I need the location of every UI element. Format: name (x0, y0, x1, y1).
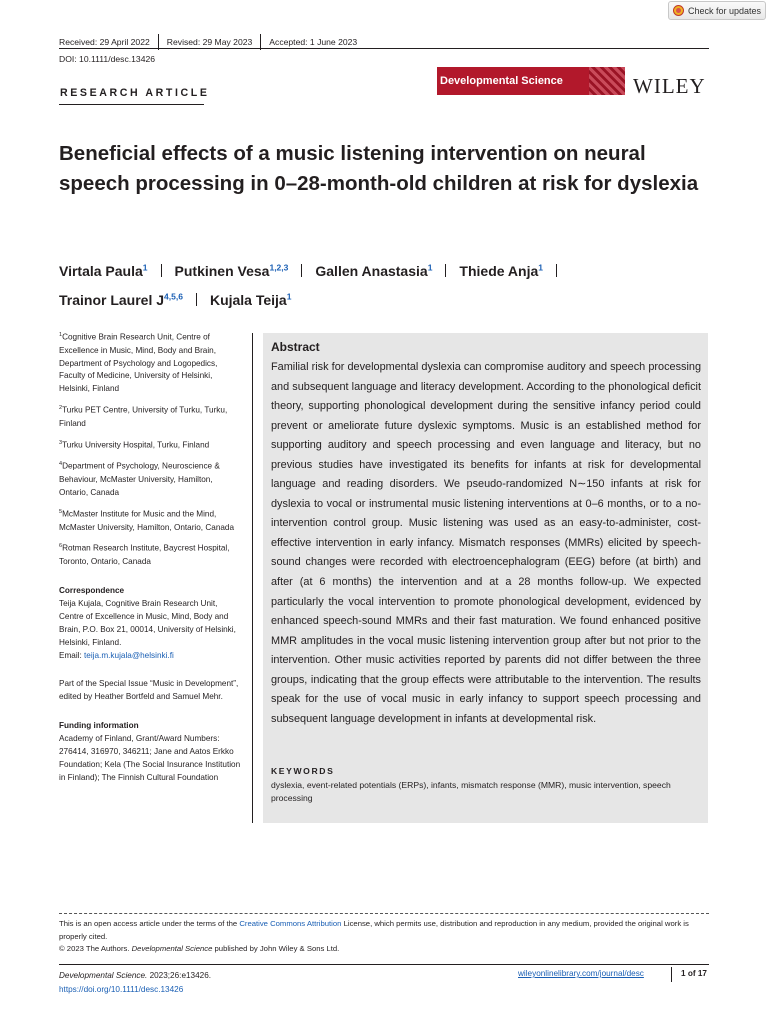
author[interactable]: Thiede Anja$^1$ (459, 262, 543, 279)
keywords-text: dyslexia, event-related potentials (ERPs), infants, mismatch response (MMR), music intervention, speech processing (271, 780, 671, 803)
author[interactable]: Trainor Laurel J$^{4,5,6}$ (59, 291, 183, 309)
doi: DOI: 10.1111/desc.13426 (59, 54, 156, 64)
page-number: 1 of 17 (681, 969, 707, 978)
footer-rule (59, 964, 709, 965)
divider (556, 264, 557, 277)
divider (301, 264, 302, 277)
affiliation: $^3$Turku University Hospital, Turku, Finland (59, 439, 210, 450)
author[interactable]: Virtala Paula$^1$ (59, 262, 148, 279)
doi-link[interactable]: https://doi.org/10.1111/desc.13426 (59, 985, 184, 994)
received-date: Received: 29 April 2022 (59, 37, 150, 47)
revised-date: Revised: 29 May 2023 (166, 37, 253, 47)
banner-ornament (589, 67, 625, 95)
funding-info (59, 720, 241, 785)
correspondence-heading: Correspondence (59, 586, 125, 595)
header-rule (59, 48, 709, 49)
journal-name: Developmental Science (440, 75, 563, 87)
divider (671, 967, 672, 982)
affiliation: $^6$Rotman Research Institute, Baycrest Hospital, Toronto, Ontario, Canada (59, 543, 230, 567)
abstract-heading: Abstract (271, 340, 320, 354)
correspondence: Correspondence Teija Kujala, Cognitive Brain Research Unit, Centre of Excellence in Music, Mind, Body and Brain, P.O. Box 21, 00014, University of Helsinki, Helsinki, Finland. Email: teija.m.kujala@helsinki.fi (59, 586, 236, 660)
affiliation: $^5$McMaster Institute for Music and the Mind, McMaster University, Hamilton, Ontario, Canada (59, 508, 235, 532)
divider (161, 264, 162, 277)
accepted-date: Accepted: 1 June 2023 (269, 37, 358, 47)
sidebar-info (59, 329, 241, 791)
article-type: RESEARCH ARTICLE (60, 87, 210, 99)
journal-banner (437, 67, 625, 95)
affiliation: $^1$Cognitive Brain Research Unit, Centre of Excellence in Music, Mind, Body and Brain, Department of Psychology and Logopedics, Faculty of Medicine, University of Helsinki, Helsinki, Finland (59, 332, 218, 394)
column-divider (252, 333, 253, 823)
divider (196, 293, 197, 306)
publisher-logo: WILEY (633, 74, 706, 98)
author[interactable]: Putkinen Vesa$^{1,2,3}$ (174, 262, 289, 279)
affiliation: $^4$Department of Psychology, Neuroscience & Behaviour, McMaster University, Hamilton, Ontario, Canada (59, 461, 220, 497)
check-for-updates-label: Check for updates (688, 5, 762, 16)
cc-license-link[interactable]: Creative Commons Attribution (239, 919, 342, 928)
divider (445, 264, 446, 277)
license-rule (59, 913, 709, 914)
affiliation: $^2$Turku PET Centre, University of Turku, Turku, Finland (59, 405, 228, 428)
author-list (59, 254, 709, 313)
author[interactable]: Kujala Teija$^1$ (209, 291, 292, 309)
check-for-updates-button[interactable] (668, 1, 766, 20)
article-type-rule (59, 104, 204, 105)
funding-text: Academy of Finland, Grant/Award Numbers: 276414, 316970, 346211; Jane and Aatos Erkko Foundation; Kela (The Social Insurance Institution in Finland); The Finnish Cultural Foundation (59, 734, 241, 782)
email-link[interactable]: teija.m.kujala@helsinki.fi (84, 650, 174, 660)
funding-heading: Funding information (59, 721, 139, 731)
keywords-heading: KEYWORDS (271, 766, 335, 776)
correspondence-text: Teija Kujala, Cognitive Brain Research Unit, Centre of Excellence in Music, Mind, Body and Brain, P.O. Box 21, 00014, University of Helsinki, Helsinki, Finland. (59, 598, 236, 647)
citation: Developmental Science. 2023;26:e13426. https://doi.org/10.1111/desc.13426 (59, 971, 212, 994)
article-title: Beneficial effects of a music listening intervention on neural speech processing in 0–28-month-old children at risk for dyslexia (59, 142, 699, 195)
author[interactable]: Gallen Anastasia$^1$ (315, 262, 433, 279)
abstract-text: Familial risk for developmental dyslexia can compromise auditory and speech processing and subsequent language and literacy development. According to the phonological deficit theory, supporting phonological development during the sensitive infancy period could prevent or ameliorate future dyslexic symptoms. Music is an established method for supporting auditory and speech processing and even language and literacy, but no previous studies have investigated its benefits for infants at risk for developmental language and reading disorders. We pseudo-randomized N∼150 infants at risk for dyslexia to vocal or instrumental music listening interventions at 0–6 months, or to a no-intervention control group. Music listening was used as an easy-to-administer, cost-effective intervention in early infancy. Mismatch responses (MMRs) elicited by speech-sound changes were recorded with electroencephalogram (EEG) before (at birth) and after (at 6 months) the intervention and at a 28 months follow-up. We expected particularly the vocal intervention to promote phonological development, evidenced by enhanced speech-sound MMRs and their fast maturation. We found enhanced positive MMR amplitudes in the vocal music listening intervention group after but not prior to the intervention. Other music activities reported by parents did not differ between the three groups, indicating that the group effects were attributable to the intervention. The results speak for the use of vocal music in early infancy to support speech processing and subsequent language development in infants at developmental risk. (271, 361, 701, 725)
journal-website-link[interactable]: wileyonlinelibrary.com/journal/desc (518, 969, 644, 978)
special-issue-note: Part of the Special Issue “Music in Development”, edited by Heather Bortfeld and Samuel Mehr. (59, 679, 239, 702)
crossmark-icon (673, 5, 684, 16)
license-note: This is an open access article under the terms of the Creative Commons Attribution License, which permits use, distribution and reproduction in any medium, provided the original work is properly cited. © 2023 The Authors. Developmental Science published by John Wiley & Sons Ltd. (59, 919, 689, 953)
